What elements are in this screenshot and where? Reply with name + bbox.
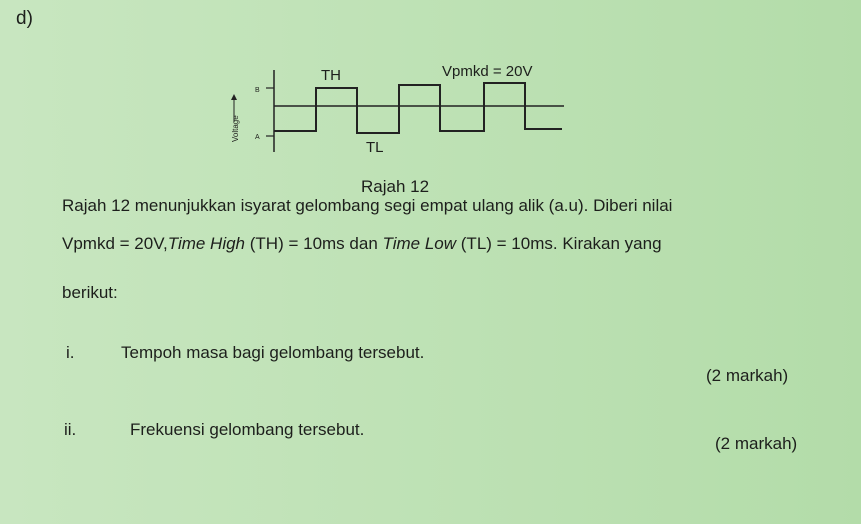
question-label: d) bbox=[16, 8, 33, 29]
item-number: ii. bbox=[64, 420, 77, 439]
time-low-term: Time Low bbox=[382, 234, 457, 253]
paragraph-line-3: berikut: bbox=[62, 283, 118, 302]
vpmkd-value: Vpmkd = 20V, bbox=[62, 234, 168, 253]
paragraph-line-1: Rajah 12 menunjukkan isyarat gelombang segi empat ulang alik (a.u). Diberi nilai bbox=[62, 196, 673, 215]
y-axis-arrowhead bbox=[231, 94, 237, 100]
tl-label: TL bbox=[366, 139, 384, 156]
item-number: i. bbox=[66, 343, 75, 362]
item-text: Frekuensi gelombang tersebut. bbox=[130, 420, 365, 439]
th-label: TH bbox=[321, 67, 341, 84]
square-wave-figure bbox=[0, 0, 861, 180]
b-label: B bbox=[255, 87, 260, 94]
item-text: Tempoh masa bagi gelombang tersebut. bbox=[121, 343, 425, 362]
a-label: A bbox=[255, 134, 260, 141]
tl-value: (TL) = 10ms. Kirakan yang bbox=[456, 234, 662, 253]
vpmkd-label: Vpmkd = 20V bbox=[442, 63, 533, 80]
paragraph-line-2 bbox=[62, 234, 662, 254]
marks-label: (2 markah) bbox=[706, 366, 789, 385]
th-value: (TH) = 10ms dan bbox=[245, 234, 383, 253]
figure-caption: Rajah 12 bbox=[361, 177, 430, 196]
marks-label: (2 markah) bbox=[715, 434, 798, 453]
time-high-term: Time High bbox=[167, 234, 246, 253]
y-axis-label: Voltage bbox=[231, 115, 240, 142]
square-wave bbox=[274, 83, 562, 133]
